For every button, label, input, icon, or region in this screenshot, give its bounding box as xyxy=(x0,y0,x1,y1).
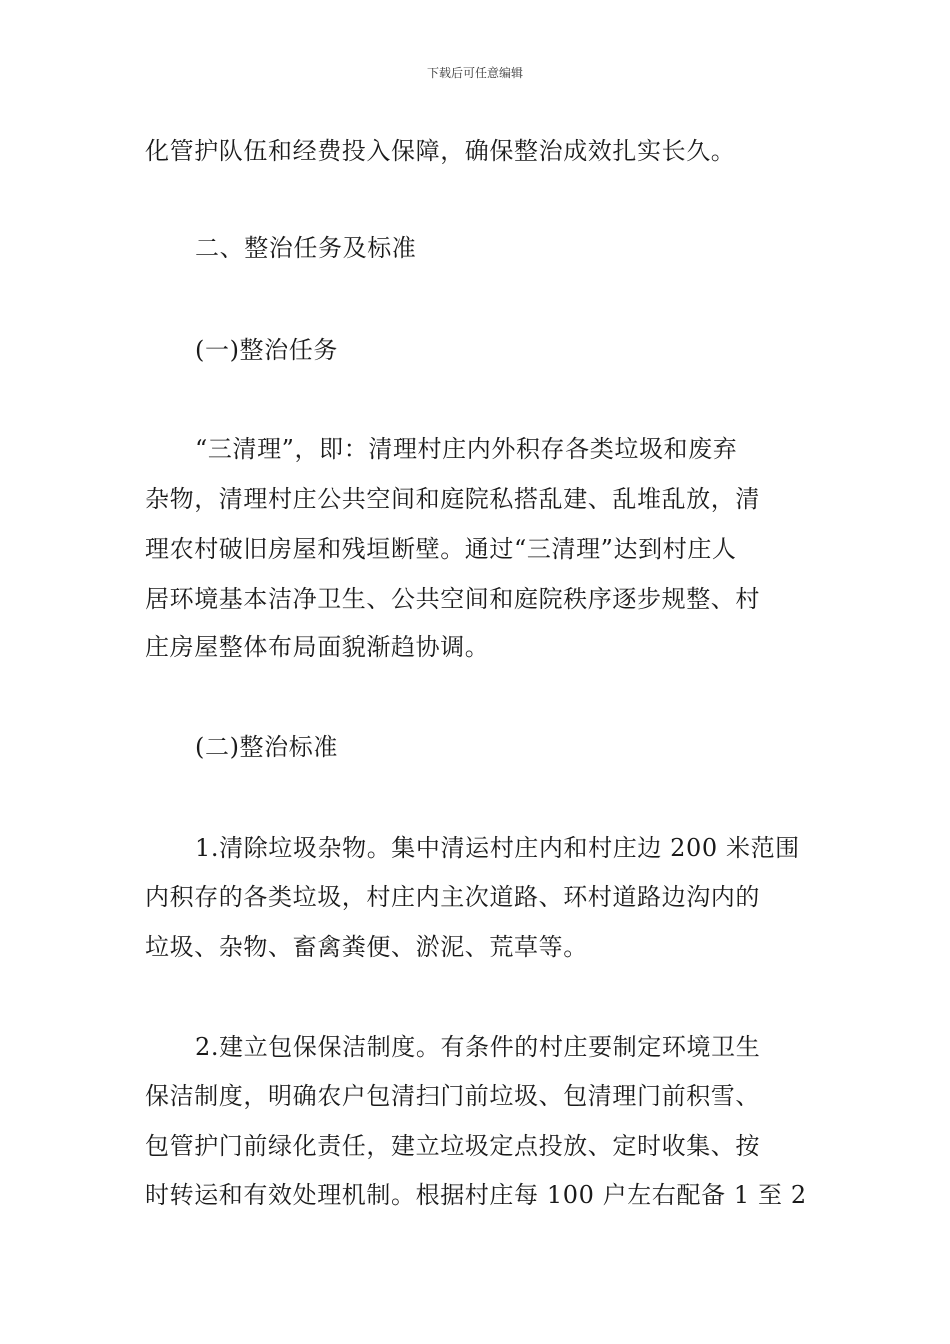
paragraph-line: 庄房屋整体布局面貌渐趋协调。 xyxy=(145,633,490,661)
paragraph-line: 理农村破旧房屋和残垣断壁。通过“三清理”达到村庄人 xyxy=(145,535,737,563)
paragraph-line: 杂物，清理村庄公共空间和庭院私搭乱建、乱堆乱放，清 xyxy=(145,485,760,513)
paragraph-line: 2.建立包保保洁制度。有条件的村庄要制定环境卫生 xyxy=(195,1033,761,1061)
paragraph-line: 1.清除垃圾杂物。集中清运村庄内和村庄边 200 米范围 xyxy=(195,834,800,862)
paragraph-line: 居环境基本洁净卫生、公共空间和庭院秩序逐步规整、村 xyxy=(145,585,760,613)
paragraph-line: 垃圾、杂物、畜禽粪便、淤泥、荒草等。 xyxy=(145,933,588,961)
paragraph-line: 包管护门前绿化责任，建立垃圾定点投放、定时收集、按 xyxy=(145,1132,760,1160)
paragraph-line: 内积存的各类垃圾，村庄内主次道路、环村道路边沟内的 xyxy=(145,883,760,911)
page-header: 下载后可任意编辑 xyxy=(426,66,523,80)
paragraph-line: “三清理”，即：清理村庄内外积存各类垃圾和废弃 xyxy=(195,435,738,463)
subsection-heading: (一)整治任务 xyxy=(195,336,338,364)
paragraph-line: 保洁制度，明确农户包清扫门前垃圾、包清理门前积雪、 xyxy=(145,1082,760,1110)
section-heading: 二、整治任务及标准 xyxy=(195,234,417,262)
paragraph-line: 化管护队伍和经费投入保障，确保整治成效扎实长久。 xyxy=(145,137,736,165)
subsection-heading: (二)整治标准 xyxy=(195,733,338,761)
paragraph-line: 时转运和有效处理机制。根据村庄每 100 户左右配备 1 至 2 xyxy=(145,1181,807,1209)
